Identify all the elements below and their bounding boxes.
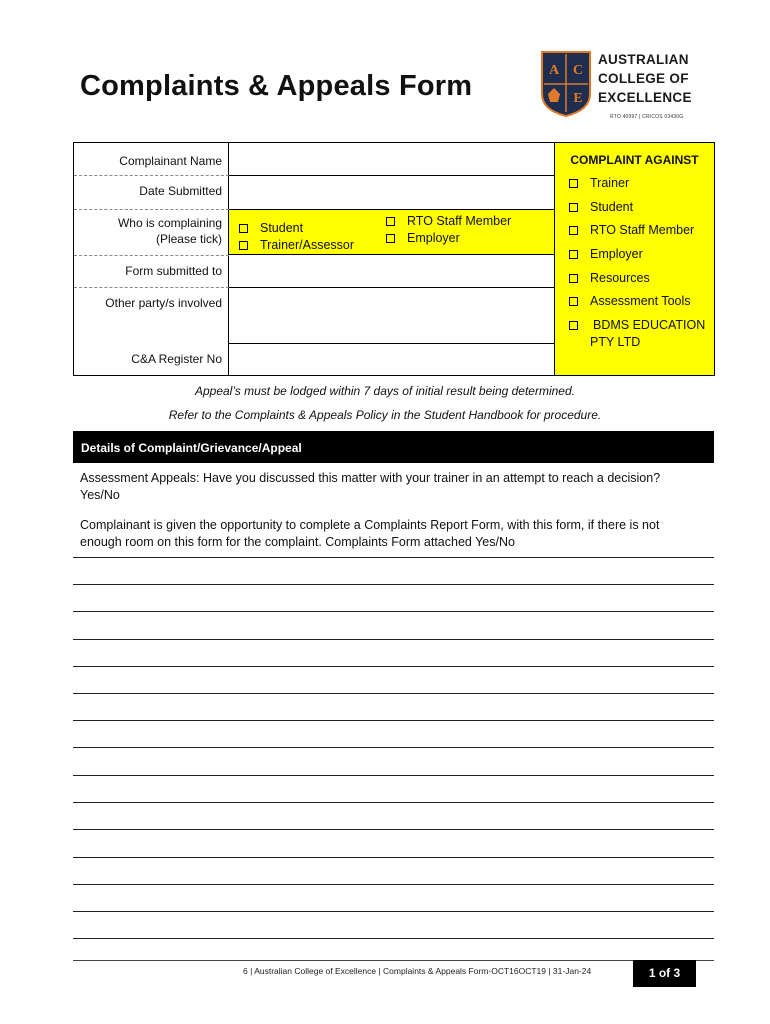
writing-line[interactable] bbox=[73, 639, 714, 640]
logo-subtext: RTO 40997 | CRICOS 03430G bbox=[610, 114, 684, 120]
against-student[interactable]: Student bbox=[569, 199, 633, 215]
writing-line[interactable] bbox=[73, 829, 714, 830]
against-rto-staff-member[interactable]: RTO Staff Member bbox=[569, 222, 694, 238]
complaint-against-title: COMPLAINT AGAINST bbox=[570, 153, 699, 167]
label-column bbox=[74, 143, 229, 375]
writing-line[interactable] bbox=[73, 584, 714, 585]
complainant-name-field[interactable] bbox=[230, 143, 554, 175]
row-divider bbox=[74, 255, 229, 256]
option-rto-staff-member[interactable]: RTO Staff Member bbox=[386, 213, 511, 229]
checkbox-icon[interactable] bbox=[386, 234, 395, 243]
option-student[interactable]: Student bbox=[239, 220, 303, 236]
checkbox-icon[interactable] bbox=[569, 297, 578, 306]
complaint-against-panel bbox=[554, 143, 714, 375]
writing-line[interactable] bbox=[73, 802, 714, 803]
against-bdms-education[interactable]: BDMS EDUCATION bbox=[569, 317, 705, 333]
complaints-report-instruction: Complainant is given the opportunity to complete a Complaints Report Form, with this form, if there is not enough room on this form for the complaint. Complaints Form attached Yes/No bbox=[80, 518, 660, 549]
writing-line[interactable] bbox=[73, 557, 714, 558]
other-party-label: Other party/s involved bbox=[105, 296, 222, 310]
page-title: Complaints & Appeals Form bbox=[80, 70, 473, 102]
checkbox-icon[interactable] bbox=[569, 179, 578, 188]
footer-divider bbox=[73, 960, 714, 961]
who-complaining-options bbox=[229, 209, 554, 255]
logo-wordmark: AUSTRALIAN COLLEGE OF EXCELLENCE bbox=[598, 52, 692, 105]
college-logo bbox=[540, 48, 690, 124]
please-tick-label: (Please tick) bbox=[155, 232, 222, 246]
date-submitted-label: Date Submitted bbox=[139, 184, 222, 198]
form-submitted-to-field[interactable] bbox=[230, 256, 554, 287]
who-complaining-label: Who is complaining bbox=[117, 216, 222, 230]
row-divider bbox=[74, 287, 229, 288]
checkbox-icon[interactable] bbox=[569, 321, 578, 330]
checkbox-icon[interactable] bbox=[386, 217, 395, 226]
checkbox-icon[interactable] bbox=[569, 250, 578, 259]
svg-text:A: A bbox=[548, 63, 560, 78]
date-submitted-field[interactable] bbox=[230, 176, 554, 209]
row-divider bbox=[74, 175, 229, 176]
svg-text:E: E bbox=[573, 91, 583, 106]
writing-line[interactable] bbox=[73, 857, 714, 858]
writing-line[interactable] bbox=[73, 666, 714, 667]
page-number-badge: 1 of 3 bbox=[633, 960, 696, 987]
appeal-deadline-note: Appeal’s must be lodged within 7 days of initial result being determined. bbox=[194, 384, 575, 398]
against-employer[interactable]: Employer bbox=[569, 246, 643, 262]
assessment-appeals-question: Assessment Appeals: Have you discussed this matter with your trainer in an attempt to reach a decision? Yes/No bbox=[80, 471, 661, 502]
checkbox-icon[interactable] bbox=[569, 226, 578, 235]
writing-line[interactable] bbox=[73, 720, 714, 721]
option-employer[interactable]: Employer bbox=[386, 230, 460, 246]
row-divider bbox=[74, 209, 229, 210]
shield-logo-icon bbox=[540, 50, 592, 118]
against-trainer[interactable]: Trainer bbox=[569, 175, 629, 191]
register-no-field[interactable] bbox=[230, 344, 554, 375]
checkbox-icon[interactable] bbox=[239, 224, 248, 233]
writing-line[interactable] bbox=[73, 693, 714, 694]
against-bdms-education-line2: PTY LTD bbox=[590, 335, 641, 349]
writing-line[interactable] bbox=[73, 747, 714, 748]
details-section-header: Details of Complaint/Grievance/Appeal bbox=[73, 431, 714, 463]
against-assessment-tools[interactable]: Assessment Tools bbox=[569, 293, 691, 309]
form-submitted-to-label: Form submitted to bbox=[125, 264, 222, 278]
register-no-label: C&A Register No bbox=[131, 352, 222, 366]
complaint-form-table bbox=[73, 142, 715, 376]
writing-line[interactable] bbox=[73, 938, 714, 939]
svg-text:C: C bbox=[572, 63, 584, 78]
writing-line[interactable] bbox=[73, 884, 714, 885]
checkbox-icon[interactable] bbox=[569, 274, 578, 283]
against-resources[interactable]: Resources bbox=[569, 270, 650, 286]
option-trainer-assessor[interactable]: Trainer/Assessor bbox=[239, 237, 354, 253]
writing-line[interactable] bbox=[73, 611, 714, 612]
checkbox-icon[interactable] bbox=[239, 241, 248, 250]
writing-line[interactable] bbox=[73, 911, 714, 912]
page-footer-text: 6 | Australian College of Excellence | Complaints & Appeals Form-OCT16OCT19 | 31-Jan-24 bbox=[243, 966, 592, 976]
complainant-name-label: Complainant Name bbox=[119, 154, 222, 168]
writing-line[interactable] bbox=[73, 775, 714, 776]
policy-reference-note: Refer to the Complaints & Appeals Policy in the Student Handbook for procedure. bbox=[168, 408, 602, 422]
checkbox-icon[interactable] bbox=[569, 203, 578, 212]
other-party-field[interactable] bbox=[230, 288, 554, 343]
